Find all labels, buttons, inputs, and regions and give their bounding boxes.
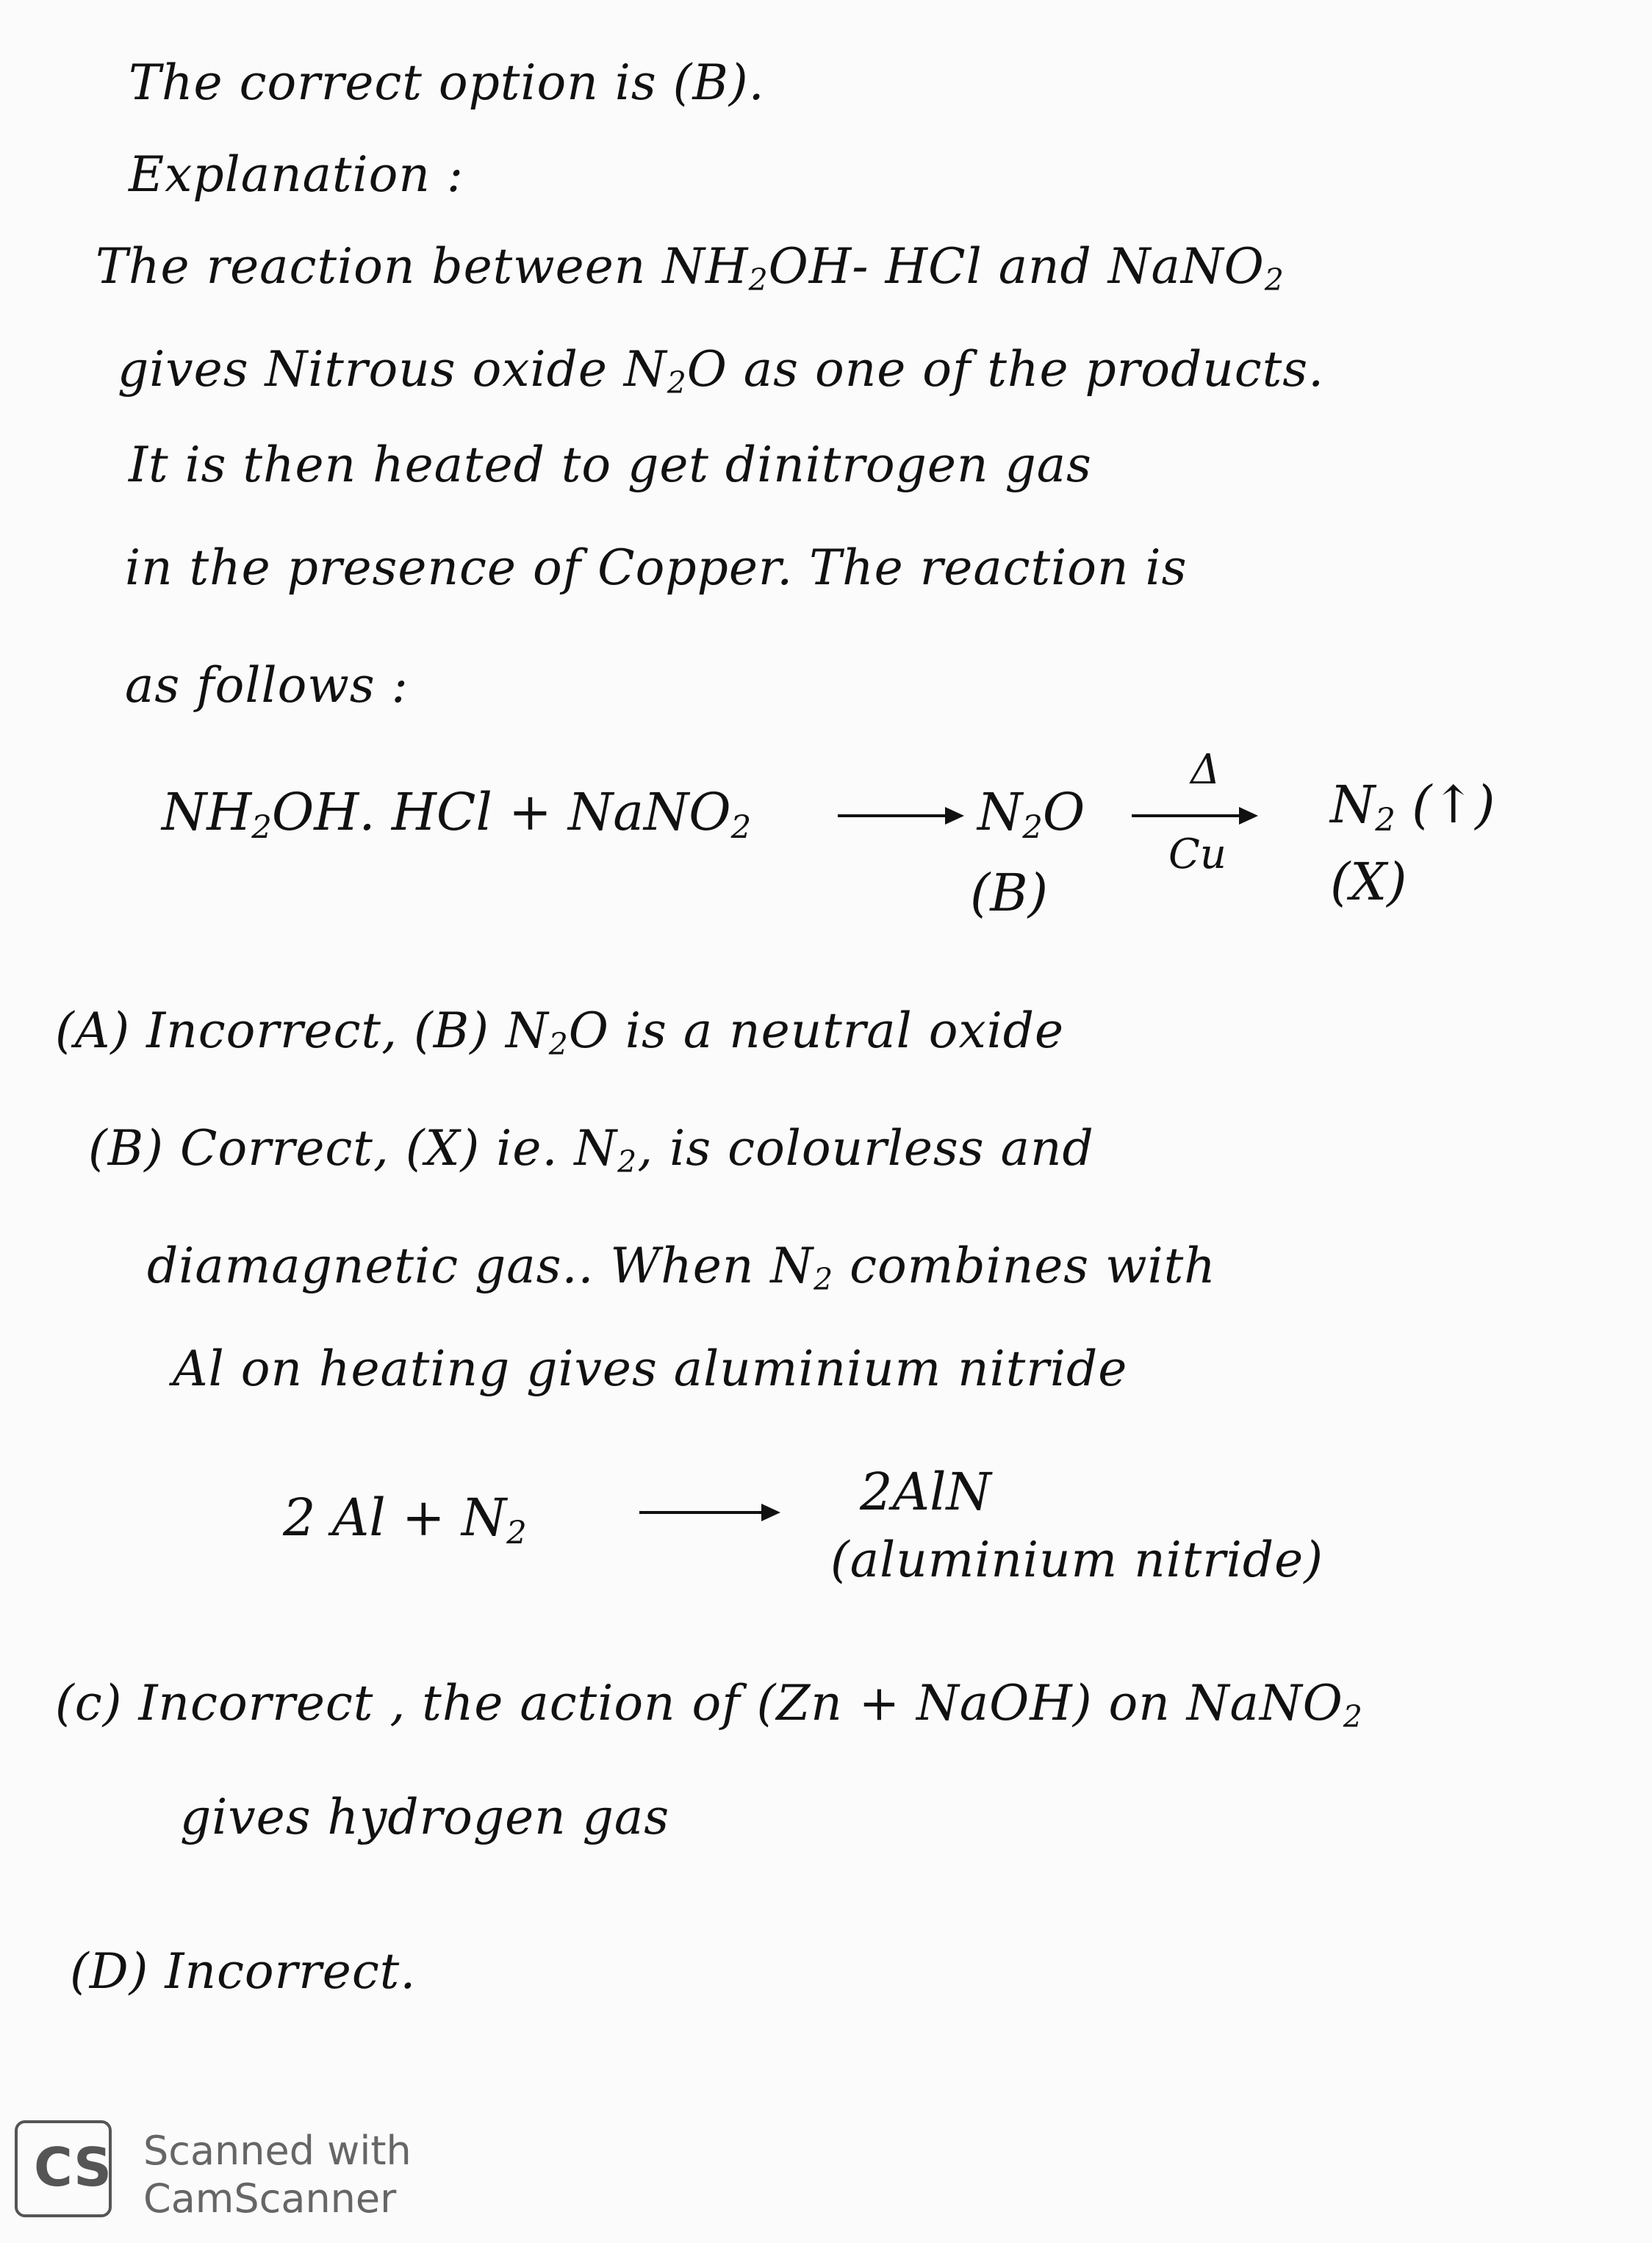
paragraph-line-4: in the presence of Copper. The reaction is xyxy=(125,539,1188,596)
reaction-arrow-3-head xyxy=(761,1504,780,1521)
label-x: (X) xyxy=(1330,852,1407,912)
option-b-line-3: Al on heating gives aluminium nitride xyxy=(173,1341,1128,1397)
option-d: (D) Incorrect. xyxy=(70,1943,417,2000)
option-c-line-1: (c) Incorrect , the action of (Zn + NaOH) on NaNO$_2$ xyxy=(55,1675,1363,1735)
equation-2-product: 2AlN xyxy=(860,1462,991,1522)
paragraph-line-1: The reaction between $NH_2OH-$ HCl and NaNO$_2$ xyxy=(96,238,1285,298)
option-b-line-1: (B) Correct, (X) ie. $N_2$, is colourless and xyxy=(88,1120,1094,1180)
answer-statement: The correct option is (B). xyxy=(129,54,765,111)
paragraph-line-5: as follows : xyxy=(125,657,409,714)
reaction-arrow-2-head xyxy=(1239,807,1258,825)
paragraph-line-3: It is then heated to get dinitrogen gas xyxy=(129,437,1092,493)
watermark-line-2: CamScanner xyxy=(143,2175,397,2222)
label-b: (B) xyxy=(970,863,1049,923)
reaction-arrow-2 xyxy=(1132,814,1242,817)
option-b-line-2: diamagnetic gas.. When $N_2$ combines with xyxy=(147,1238,1216,1298)
camscanner-logo: CS xyxy=(15,2120,112,2217)
catalyst-label: Cu xyxy=(1168,830,1227,878)
equation-2-left: 2 $Al + N_2$ xyxy=(283,1487,527,1551)
equation-2-product-label: (aluminium nitride) xyxy=(830,1532,1324,1588)
equation-1-reactants: $NH_2OH$. HCl + NaNO$_2$ xyxy=(162,782,752,846)
reaction-arrow-1-head xyxy=(945,807,964,825)
delta-symbol: Δ xyxy=(1190,746,1221,794)
explanation-heading: Explanation : xyxy=(129,146,464,203)
reaction-arrow-3 xyxy=(639,1511,764,1514)
option-c-line-2: gives hydrogen gas xyxy=(180,1789,670,1845)
option-a: (A) Incorrect, (B) $N_2O$ is a neutral oxide xyxy=(55,1002,1065,1063)
equation-1-product-n2o: $N_2O$ xyxy=(977,782,1085,846)
equation-1-product-n2: $N_2$ (↑) xyxy=(1330,775,1495,839)
paragraph-line-2: gives Nitrous oxide $N_2O$ as one of the products. xyxy=(118,341,1325,401)
watermark-line-1: Scanned with xyxy=(143,2128,412,2174)
reaction-arrow-1 xyxy=(838,814,948,817)
